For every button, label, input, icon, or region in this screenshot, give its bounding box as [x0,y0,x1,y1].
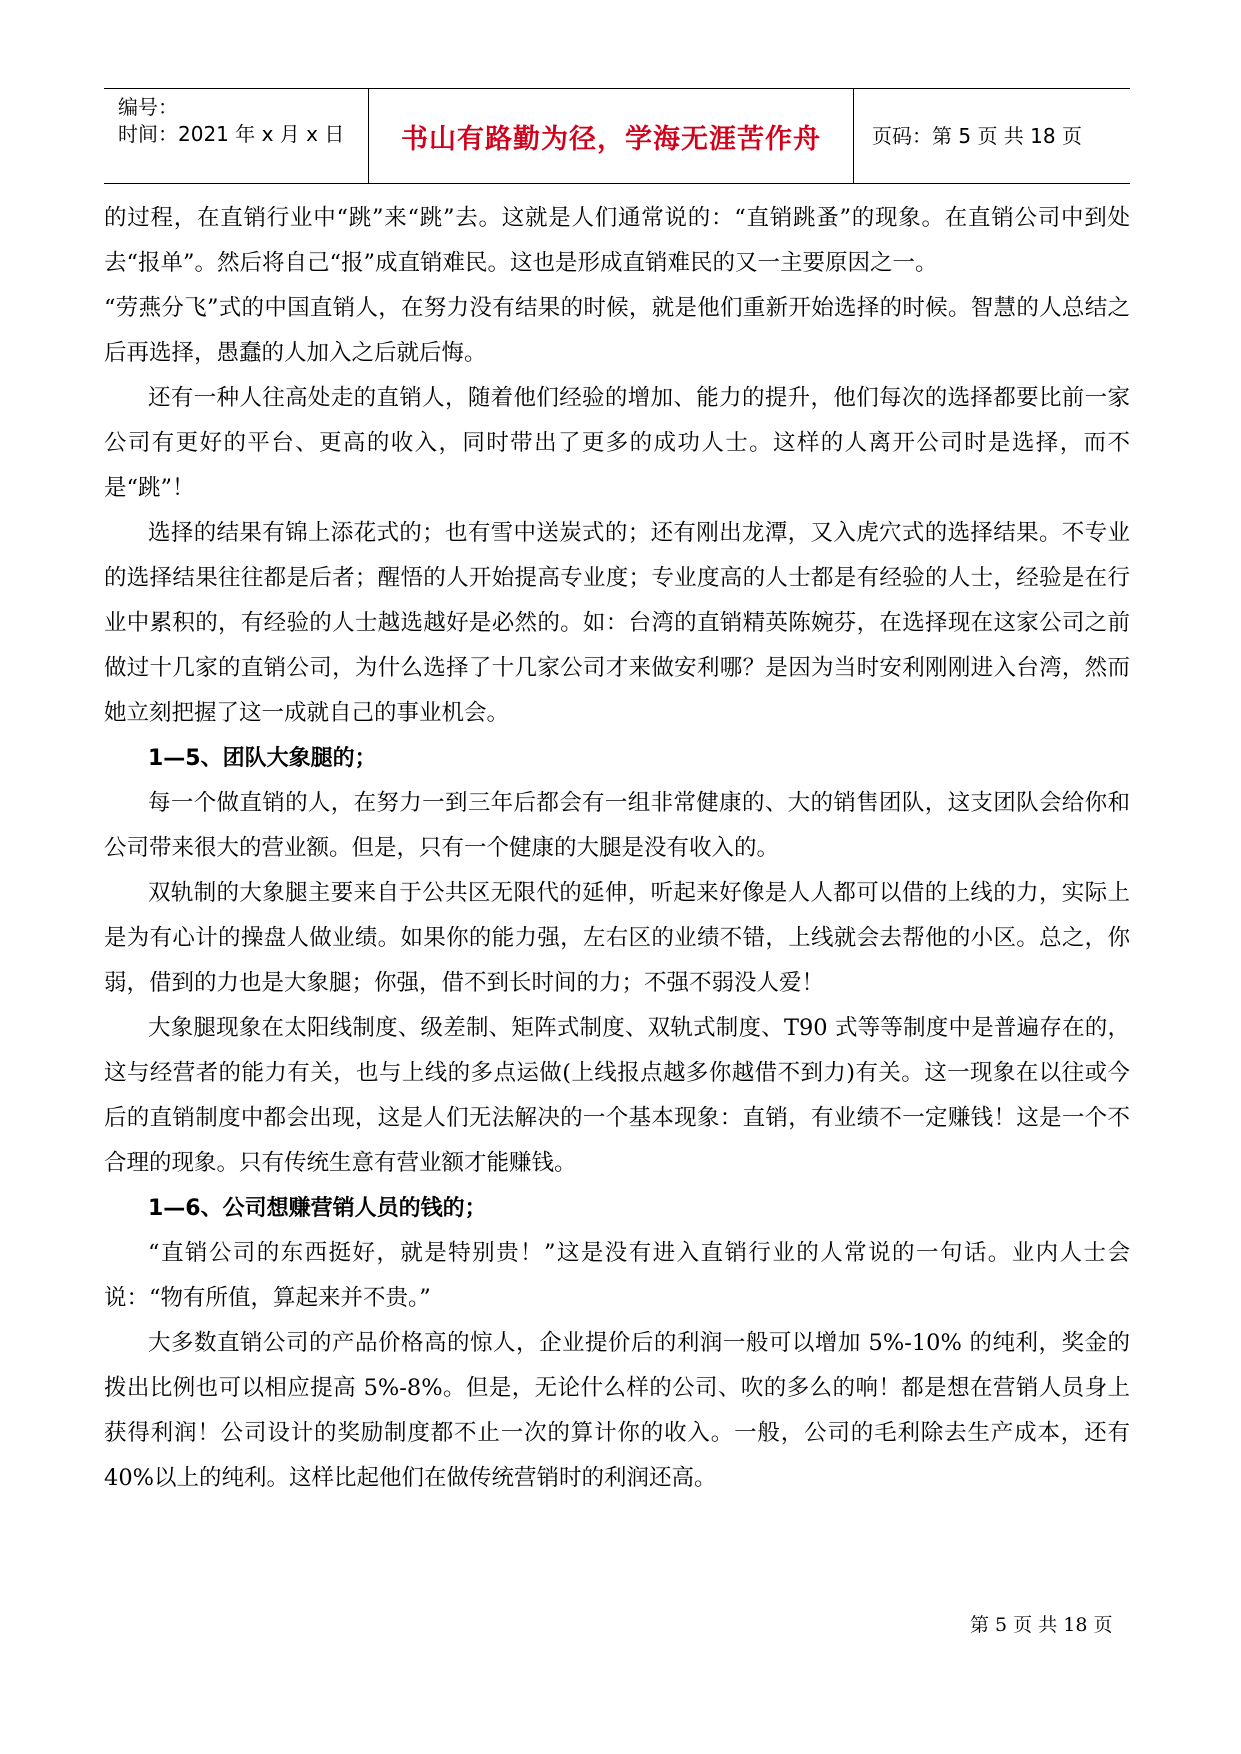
paragraph: “劳燕分飞”式的中国直销人，在努力没有结果的时候，就是他们重新开始选择的时候。智慧的人总结之后再选择，愚蠢的人加入之后就后悔。 [104,295,1130,366]
paragraph: 双轨制的大象腿主要来自于公共区无限代的延伸，听起来好像是人人都可以借的上线的力，实际上是为有心计的操盘人做业绩。如果你的能力强，左右区的业绩不错，上线就会去帮他的小区。总之，你弱，借到的力也是大象腿；你强，借不到长时间的力；不强不弱没人爱！ [104,880,1130,996]
paragraph: 选择的结果有锦上添花式的；也有雪中送炭式的；还有刚出龙潭，又入虎穴式的选择结果。不专业的选择结果往往都是后者；醒悟的人开始提高专业度；专业度高的人士都是有经验的人士，经验是在行业中累积的，有经验的人士越选越好是必然的。如：台湾的直销精英陈婉芬，在选择现在这家公司之前做过十几家的直销公司，为什么选择了十几家公司才来做安利哪？是因为当时安利刚刚进入台湾，然而她立刻把握了这一成就自己的事业机会。 [104,520,1130,726]
header-page-number: 页码：第 5 页 共 18 页 [872,124,1082,148]
paragraph: 大象腿现象在太阳线制度、级差制、矩阵式制度、双轨式制度、T90 式等等制度中是普遍存在的，这与经营者的能力有关，也与上线的多点运做(上线报点越多你越借不到力)有关。这一现象在以往或今后的直销制度中都会出现，这是人们无法解决的一个基本现象：直销，有业绩不一定赚钱！这是一个不合理的现象。只有传统生意有营业额才能赚钱。 [104,1015,1130,1176]
document-time-label: 时间：2021 年 x 月 x 日 [118,122,345,146]
paragraph: “直销公司的东西挺好，就是特别贵！”这是没有进入直销行业的人常说的一句话。业内人士会说：“物有所值，算起来并不贵。” [104,1240,1130,1311]
section-heading: 1—5、团队大象腿的； [148,746,377,771]
header-meta-cell [104,89,368,183]
document-body [104,196,1130,1501]
paragraph: 大多数直销公司的产品价格高的惊人，企业提价后的利润一般可以增加 5%-10% 的纯利，奖金的拨出比例也可以相应提高 5%-8%。但是，无论什么样的公司、吹的多么的响！都是想在营销人员身上获得利润！公司设计的奖励制度都不止一次的算计你的收入。一般，公司的毛利除去生产成本，还有 40%以上的纯利。这样比起他们在做传统营销时的利润还高。 [104,1330,1130,1491]
paragraph: 还有一种人往高处走的直销人，随着他们经验的增加、能力的提升，他们每次的选择都要比前一家公司有更好的平台、更高的收入，同时带出了更多的成功人士。这样的人离开公司时是选择，而不是“跳”！ [104,385,1130,501]
section-heading: 1—6、公司想赚营销人员的钱的； [148,1196,487,1221]
header-page-cell [854,89,1130,183]
header-motto-cell [368,89,854,183]
paragraph: 的过程，在直销行业中“跳”来“跳”去。这就是人们通常说的：“直销跳蚤”的现象。在直销公司中到处去“报单”。然后将自己“报”成直销难民。这也是形成直销难民的又一主要原因之一。 [104,205,1130,276]
paragraph: 每一个做直销的人，在努力一到三年后都会有一组非常健康的、大的销售团队，这支团队会给你和公司带来很大的营业额。但是，只有一个健康的大腿是没有收入的。 [104,790,1130,861]
page-footer: 第 5 页 共 18 页 [970,1614,1113,1636]
page-header [104,88,1130,184]
document-number-label: 编号： [118,95,178,119]
header-motto: 书山有路勤为径，学海无涯苦作舟 [401,123,821,155]
